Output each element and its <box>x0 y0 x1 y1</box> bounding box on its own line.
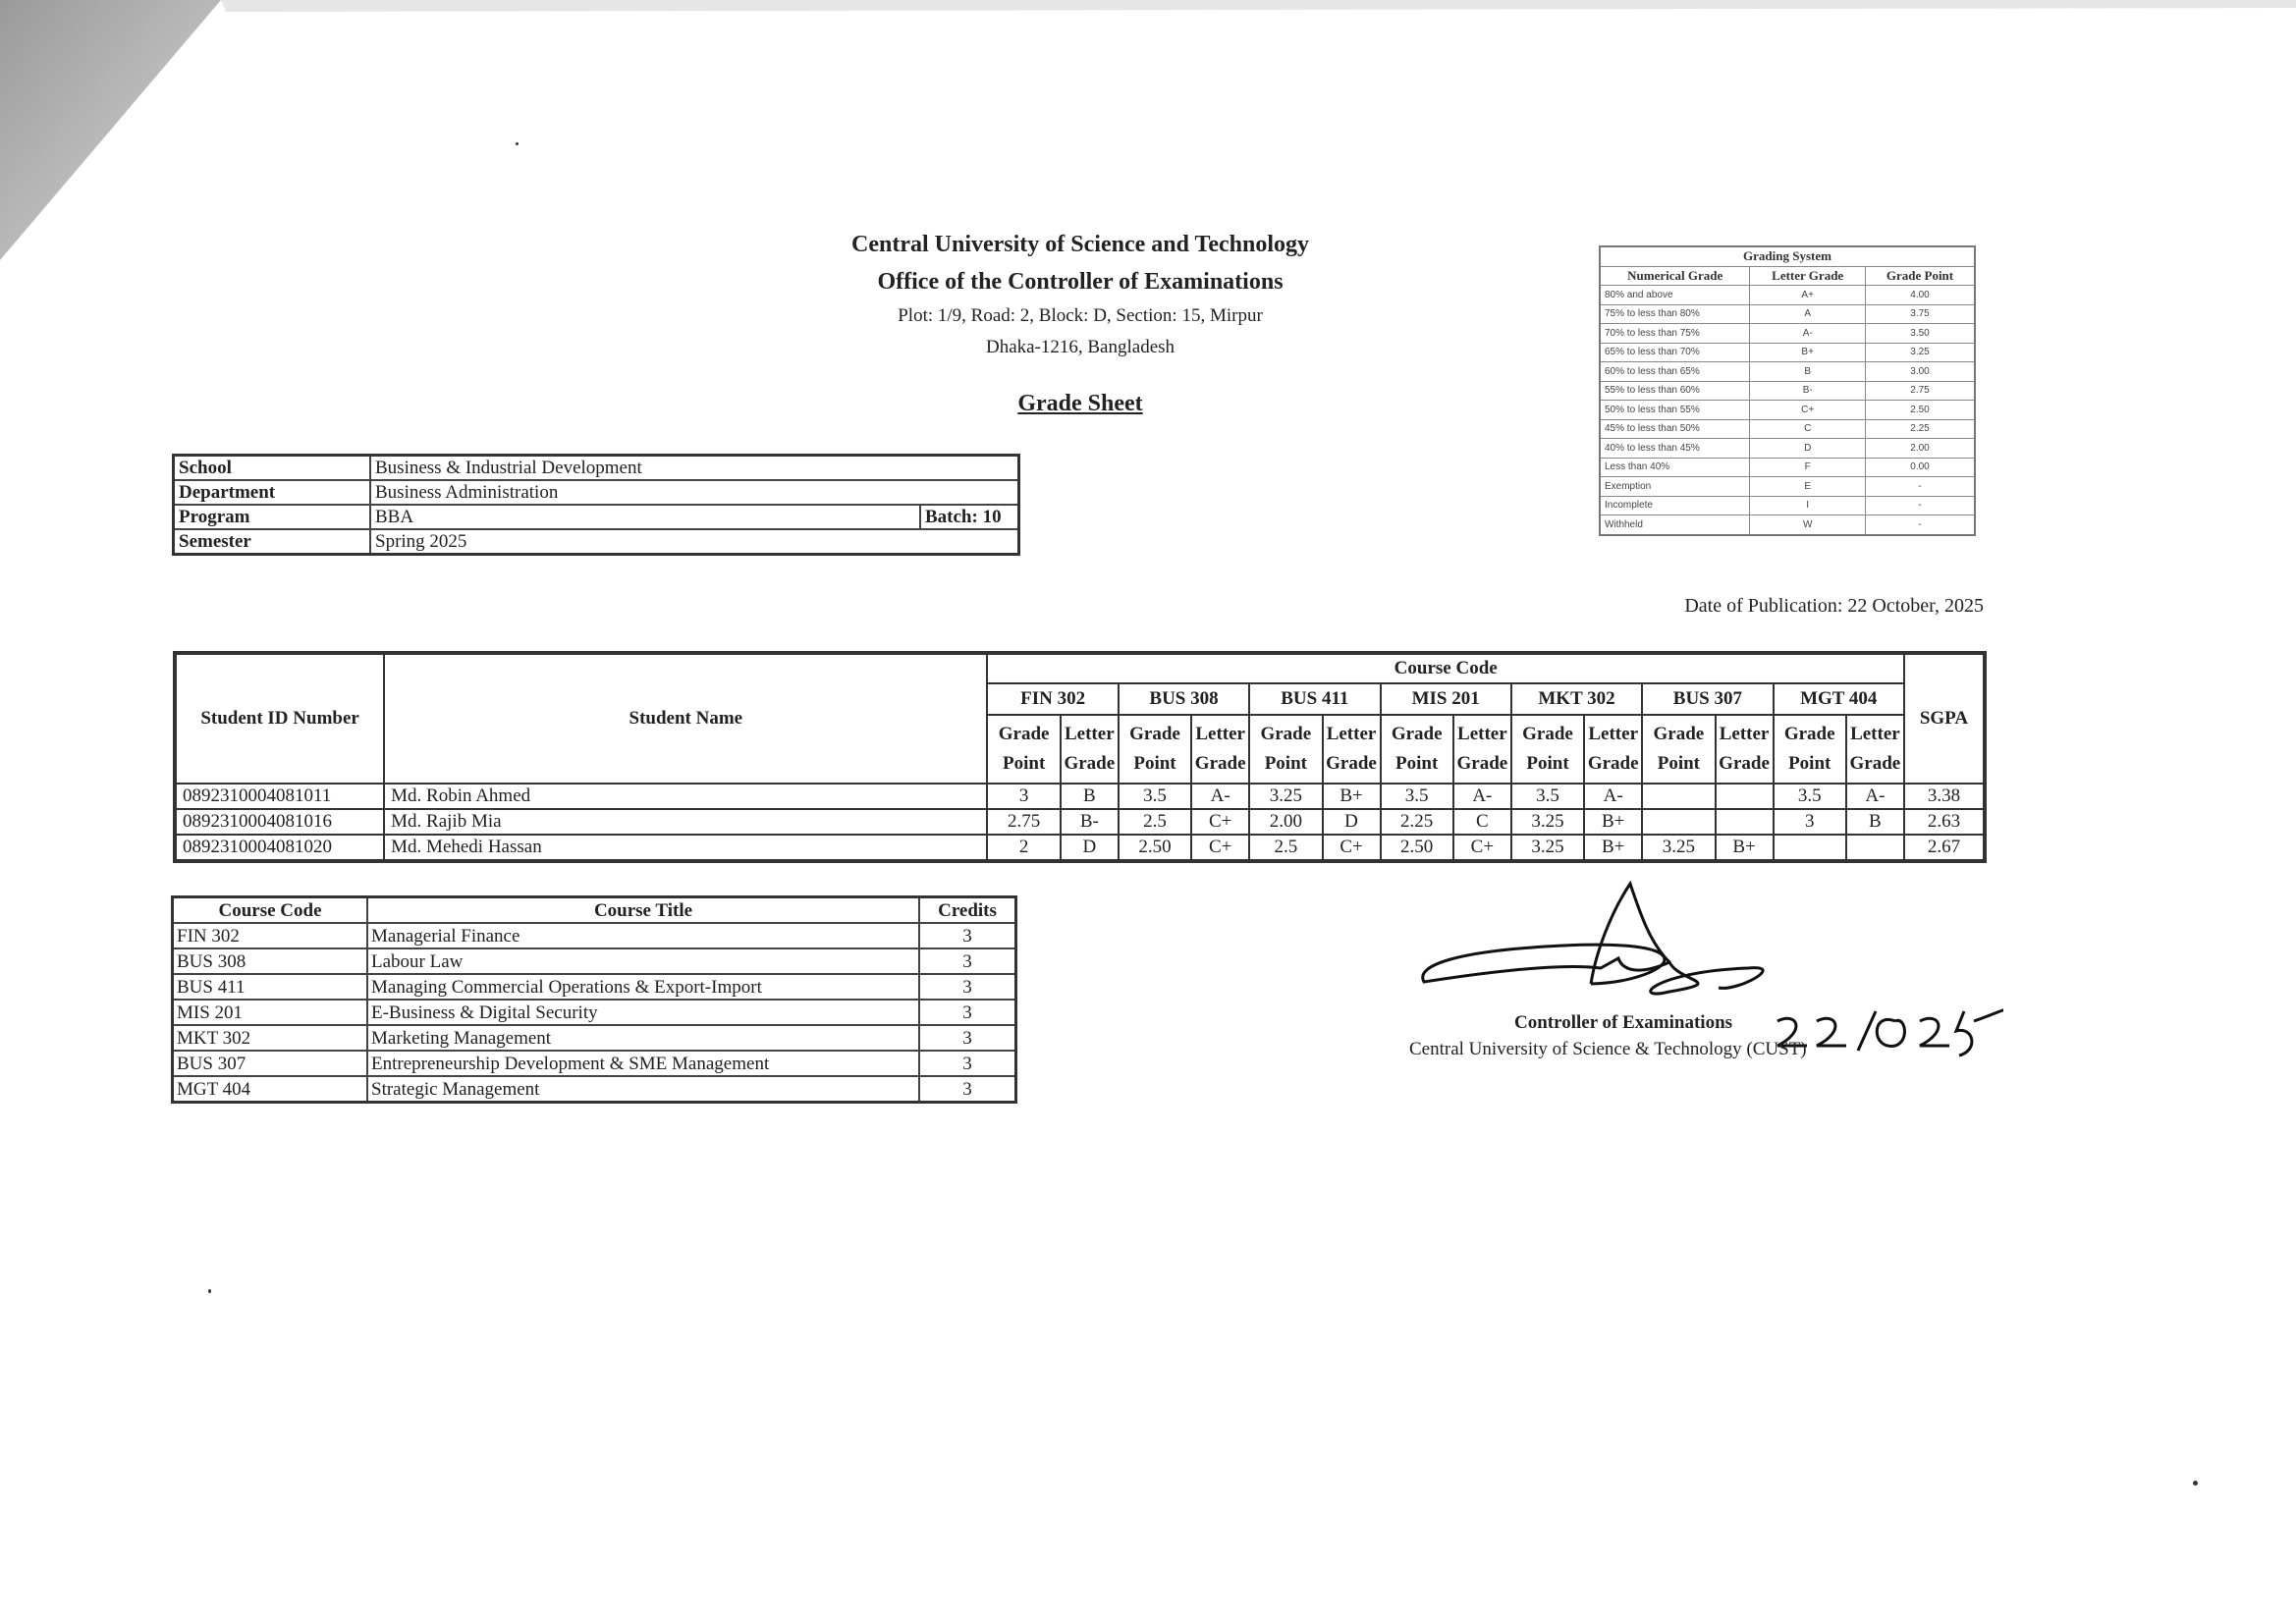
grade-point-cell: 3.5 <box>1381 784 1453 809</box>
scan-speck <box>516 142 519 145</box>
credits-col-header: Credits <box>919 897 1016 924</box>
grade-point-header-line: Grade <box>998 724 1050 744</box>
letter-grade-header-line: Grade <box>1326 753 1377 774</box>
letter-grade-cell: C+ <box>1323 835 1381 861</box>
letter-grade-header <box>1061 715 1119 784</box>
letter-grade-cell: C+ <box>1191 809 1249 835</box>
grade-point: 3.75 <box>1866 304 1976 324</box>
course-credits: 3 <box>919 1076 1016 1103</box>
letter-grade: C+ <box>1750 401 1866 420</box>
letter-grade-header-line: Letter <box>1588 724 1639 744</box>
grading-row <box>1600 439 1975 459</box>
course-credits: 3 <box>919 923 1016 948</box>
grade-point: 4.00 <box>1866 286 1976 305</box>
address-line-1: Plot: 1/9, Road: 2, Block: D, Section: 15, Mirpur <box>898 305 1263 326</box>
letter-grade-header-line: Letter <box>1065 724 1115 744</box>
course-list-rows <box>173 923 1016 1103</box>
grade-point: 2.25 <box>1866 419 1976 439</box>
course-title: Strategic Management <box>367 1076 919 1103</box>
numerical-grade: 55% to less than 60% <box>1600 381 1750 401</box>
info-row-department <box>174 480 1019 505</box>
course-title: Entrepreneurship Development & SME Management <box>367 1051 919 1076</box>
letter-grade: E <box>1750 477 1866 497</box>
course-code-col-header: Course Code <box>173 897 368 924</box>
letter-grade-header <box>1323 715 1381 784</box>
grade-point: - <box>1866 515 1976 535</box>
grade-point: 3.00 <box>1866 362 1976 382</box>
letter-grade-header-line: Letter <box>1457 724 1507 744</box>
grade-point-cell: 2.5 <box>1249 835 1322 861</box>
controller-organization: Central University of Science & Technology (CUST) <box>1409 1039 1807 1059</box>
course-credits: 3 <box>919 974 1016 1000</box>
course-code: MGT 404 <box>173 1076 368 1103</box>
grade-point-header-line: Grade <box>1522 724 1573 744</box>
grade-point-header-line: Grade <box>1783 724 1835 744</box>
letter-grade: A+ <box>1750 286 1866 305</box>
program-label: Program <box>174 505 371 529</box>
course-title: Labour Law <box>367 948 919 974</box>
department-label: Department <box>174 480 371 505</box>
grading-row <box>1600 419 1975 439</box>
student-name: Md. Rajib Mia <box>384 809 987 835</box>
grade-point-cell: 3.25 <box>1511 835 1584 861</box>
grade-point-cell: 2.25 <box>1381 809 1453 835</box>
letter-grade-header-line: Grade <box>1194 753 1246 774</box>
results-table <box>173 651 1987 863</box>
grading-row <box>1600 458 1975 477</box>
course-list-row <box>173 923 1016 948</box>
course-list-row <box>173 1000 1016 1025</box>
letter-grade-cell: B+ <box>1716 835 1774 861</box>
course-list-row <box>173 1076 1016 1103</box>
grade-point: 3.50 <box>1866 324 1976 344</box>
university-name: Central University of Science and Technology <box>851 232 1309 257</box>
letter-grade-cell: D <box>1061 835 1119 861</box>
info-row-school <box>174 456 1019 481</box>
grading-title: Grading System <box>1600 246 1975 266</box>
grade-point-cell: 2 <box>987 835 1060 861</box>
grade-point-header <box>1774 715 1846 784</box>
grading-row <box>1600 362 1975 382</box>
course-code-mkt-302: MKT 302 <box>1511 683 1642 715</box>
letter-grade-header <box>1716 715 1774 784</box>
grading-row <box>1600 324 1975 344</box>
course-list-row <box>173 1025 1016 1051</box>
info-row-semester <box>174 529 1019 555</box>
address-line-2: Dhaka-1216, Bangladesh <box>985 337 1175 357</box>
grade-point-cell: 2.50 <box>1119 835 1191 861</box>
grade-point-cell: 2.50 <box>1381 835 1453 861</box>
course-code: BUS 411 <box>173 974 368 1000</box>
grade-point-header <box>1381 715 1453 784</box>
letter-grade-header <box>1846 715 1904 784</box>
letter-grade-cell: B <box>1061 784 1119 809</box>
grade-point-cell: 3.25 <box>1642 835 1715 861</box>
grade-point-header-line: Grade <box>1260 724 1312 744</box>
letter-grade-header-line: Letter <box>1195 724 1245 744</box>
grading-header: Letter Grade <box>1750 266 1866 286</box>
grade-point-header-line: Grade <box>1391 724 1443 744</box>
course-code-bus-411: BUS 411 <box>1249 683 1380 715</box>
course-code: MIS 201 <box>173 1000 368 1025</box>
grading-row <box>1600 515 1975 535</box>
grading-row <box>1600 381 1975 401</box>
sgpa-cell: 2.63 <box>1904 809 1985 835</box>
grade-point-header <box>1249 715 1322 784</box>
grade-point-header <box>987 715 1060 784</box>
course-title-col-header: Course Title <box>367 897 919 924</box>
course-credits: 3 <box>919 1000 1016 1025</box>
grade-point-cell <box>1642 809 1715 835</box>
letter-grade-cell <box>1716 784 1774 809</box>
course-list-table <box>171 895 1017 1104</box>
course-code: MKT 302 <box>173 1025 368 1051</box>
course-code-mis-201: MIS 201 <box>1381 683 1511 715</box>
grading-row <box>1600 286 1975 305</box>
numerical-grade: 60% to less than 65% <box>1600 362 1750 382</box>
grading-row <box>1600 496 1975 515</box>
grade-point-header-line: Point <box>1003 753 1046 774</box>
course-title: Managing Commercial Operations & Export-Import <box>367 974 919 1000</box>
page-title: Grade Sheet <box>1017 391 1143 416</box>
controller-title: Controller of Examinations <box>1514 1012 1733 1033</box>
grade-point-header <box>1119 715 1191 784</box>
grade-point-header-line: Grade <box>1129 724 1180 744</box>
course-credits: 3 <box>919 1025 1016 1051</box>
table-row <box>175 784 1985 809</box>
grade-point: 2.00 <box>1866 439 1976 459</box>
letter-grade-header-line: Grade <box>1456 753 1508 774</box>
course-credits: 3 <box>919 948 1016 974</box>
numerical-grade: Withheld <box>1600 515 1750 535</box>
letter-grade-cell <box>1716 809 1774 835</box>
office-name: Office of the Controller of Examinations <box>877 269 1284 295</box>
numerical-grade: 80% and above <box>1600 286 1750 305</box>
grade-point-cell: 3.5 <box>1774 784 1846 809</box>
grade-point-cell: 2.5 <box>1119 809 1191 835</box>
letter-grade-cell: A- <box>1453 784 1511 809</box>
grade-point-cell: 3.25 <box>1511 809 1584 835</box>
letter-grade-header-line: Grade <box>1587 753 1639 774</box>
letter-grade-cell: B- <box>1061 809 1119 835</box>
letter-grade-cell: D <box>1323 809 1381 835</box>
numerical-grade: Exemption <box>1600 477 1750 497</box>
letter-grade-cell: B+ <box>1584 835 1642 861</box>
letter-grade-cell: C+ <box>1453 835 1511 861</box>
letter-grade: A- <box>1750 324 1866 344</box>
grade-point: 0.00 <box>1866 458 1976 477</box>
student-id: 0892310004081011 <box>175 784 384 809</box>
sgpa-cell: 2.67 <box>1904 835 1985 861</box>
student-name-header: Student Name <box>384 653 987 784</box>
letter-grade: B <box>1750 362 1866 382</box>
sgpa-header: SGPA <box>1904 653 1985 784</box>
grade-point-cell: 3 <box>987 784 1060 809</box>
letter-grade-cell: A- <box>1846 784 1904 809</box>
document-header <box>687 226 1473 363</box>
grade-point-header <box>1511 715 1584 784</box>
grade-point: 2.75 <box>1866 381 1976 401</box>
letter-grade-cell: A- <box>1191 784 1249 809</box>
letter-grade-header-line: Grade <box>1719 753 1770 774</box>
letter-grade: A <box>1750 304 1866 324</box>
grade-point-cell: 2.00 <box>1249 809 1322 835</box>
student-id: 0892310004081020 <box>175 835 384 861</box>
course-title: E-Business & Digital Security <box>367 1000 919 1025</box>
scan-speck <box>208 1289 211 1293</box>
letter-grade-header-line: Grade <box>1849 753 1901 774</box>
numerical-grade: 40% to less than 45% <box>1600 439 1750 459</box>
course-credits: 3 <box>919 1051 1016 1076</box>
course-code: BUS 308 <box>173 948 368 974</box>
grade-point: 2.50 <box>1866 401 1976 420</box>
student-id: 0892310004081016 <box>175 809 384 835</box>
semester-value: Spring 2025 <box>370 529 1019 555</box>
grade-point-header <box>1642 715 1715 784</box>
letter-grade: B- <box>1750 381 1866 401</box>
semester-label: Semester <box>174 529 371 555</box>
course-code-fin-302: FIN 302 <box>987 683 1118 715</box>
letter-grade: F <box>1750 458 1866 477</box>
student-id-header: Student ID Number <box>175 653 384 784</box>
numerical-grade: 70% to less than 75% <box>1600 324 1750 344</box>
course-code: BUS 307 <box>173 1051 368 1076</box>
grade-point: - <box>1866 496 1976 515</box>
info-row-program <box>174 505 1019 529</box>
grade-point-cell <box>1642 784 1715 809</box>
program-value: BBA <box>370 505 920 529</box>
numerical-grade: Incomplete <box>1600 496 1750 515</box>
grade-point: 3.25 <box>1866 343 1976 362</box>
grade-point-cell: 3.5 <box>1511 784 1584 809</box>
department-value: Business Administration <box>370 480 1019 505</box>
letter-grade-cell: C <box>1453 809 1511 835</box>
grade-point-header-line: Grade <box>1653 724 1705 744</box>
school-label: School <box>174 456 371 481</box>
sgpa-cell: 3.38 <box>1904 784 1985 809</box>
letter-grade: I <box>1750 496 1866 515</box>
grading-row <box>1600 401 1975 420</box>
course-title: Managerial Finance <box>367 923 919 948</box>
grading-row <box>1600 343 1975 362</box>
student-name: Md. Robin Ahmed <box>384 784 987 809</box>
letter-grade-cell: B+ <box>1323 784 1381 809</box>
letter-grade-header <box>1584 715 1642 784</box>
numerical-grade: 65% to less than 70% <box>1600 343 1750 362</box>
letter-grade-header <box>1453 715 1511 784</box>
course-code-bus-308: BUS 308 <box>1119 683 1249 715</box>
grade-point: - <box>1866 477 1976 497</box>
grade-point-header-line: Point <box>1133 753 1176 774</box>
course-list-row <box>173 974 1016 1000</box>
letter-grade-cell: C+ <box>1191 835 1249 861</box>
student-name: Md. Mehedi Hassan <box>384 835 987 861</box>
letter-grade: B+ <box>1750 343 1866 362</box>
course-code-mgt-404: MGT 404 <box>1774 683 1904 715</box>
grading-rows <box>1600 286 1975 535</box>
grade-point-header-line: Point <box>1788 753 1831 774</box>
program-info-table <box>172 454 1020 556</box>
letter-grade-header-line: Grade <box>1064 753 1116 774</box>
letter-grade: C <box>1750 419 1866 439</box>
course-list-row <box>173 948 1016 974</box>
letter-grade-cell: A- <box>1584 784 1642 809</box>
grading-system-table <box>1599 245 1976 536</box>
grade-point-cell: 3.5 <box>1119 784 1191 809</box>
grading-header: Numerical Grade <box>1600 266 1750 286</box>
letter-grade-header <box>1191 715 1249 784</box>
grade-point-header-line: Point <box>1264 753 1307 774</box>
grading-row <box>1600 304 1975 324</box>
letter-grade-header-line: Letter <box>1850 724 1900 744</box>
course-code: FIN 302 <box>173 923 368 948</box>
numerical-grade: Less than 40% <box>1600 458 1750 477</box>
results-rows <box>175 784 1985 861</box>
numerical-grade: 75% to less than 80% <box>1600 304 1750 324</box>
grade-point-header-line: Point <box>1657 753 1700 774</box>
grade-point-cell: 2.75 <box>987 809 1060 835</box>
grading-row <box>1600 477 1975 497</box>
scan-speck <box>2193 1481 2198 1486</box>
course-code-header: Course Code <box>987 653 1903 683</box>
letter-grade: D <box>1750 439 1866 459</box>
grade-point-header-line: Point <box>1395 753 1439 774</box>
batch-value: Batch: 10 <box>920 505 1019 529</box>
grade-point-cell: 3.25 <box>1249 784 1322 809</box>
course-code-bus-307: BUS 307 <box>1642 683 1773 715</box>
numerical-grade: 45% to less than 50% <box>1600 419 1750 439</box>
publication-date: Date of Publication: 22 October, 2025 <box>1684 595 1984 617</box>
letter-grade-cell: B+ <box>1584 809 1642 835</box>
grade-point-cell: 3 <box>1774 809 1846 835</box>
letter-grade-cell: B <box>1846 809 1904 835</box>
table-row <box>175 835 1985 861</box>
grade-point-header-line: Point <box>1526 753 1569 774</box>
numerical-grade: 50% to less than 55% <box>1600 401 1750 420</box>
table-row <box>175 809 1985 835</box>
school-value: Business & Industrial Development <box>370 456 1019 481</box>
course-title: Marketing Management <box>367 1025 919 1051</box>
grade-point-cell <box>1774 835 1846 861</box>
letter-grade-cell <box>1846 835 1904 861</box>
letter-grade-header-line: Letter <box>1326 724 1377 744</box>
letter-grade: W <box>1750 515 1866 535</box>
grading-header: Grade Point <box>1866 266 1976 286</box>
letter-grade-header-line: Letter <box>1719 724 1770 744</box>
course-list-row <box>173 1051 1016 1076</box>
